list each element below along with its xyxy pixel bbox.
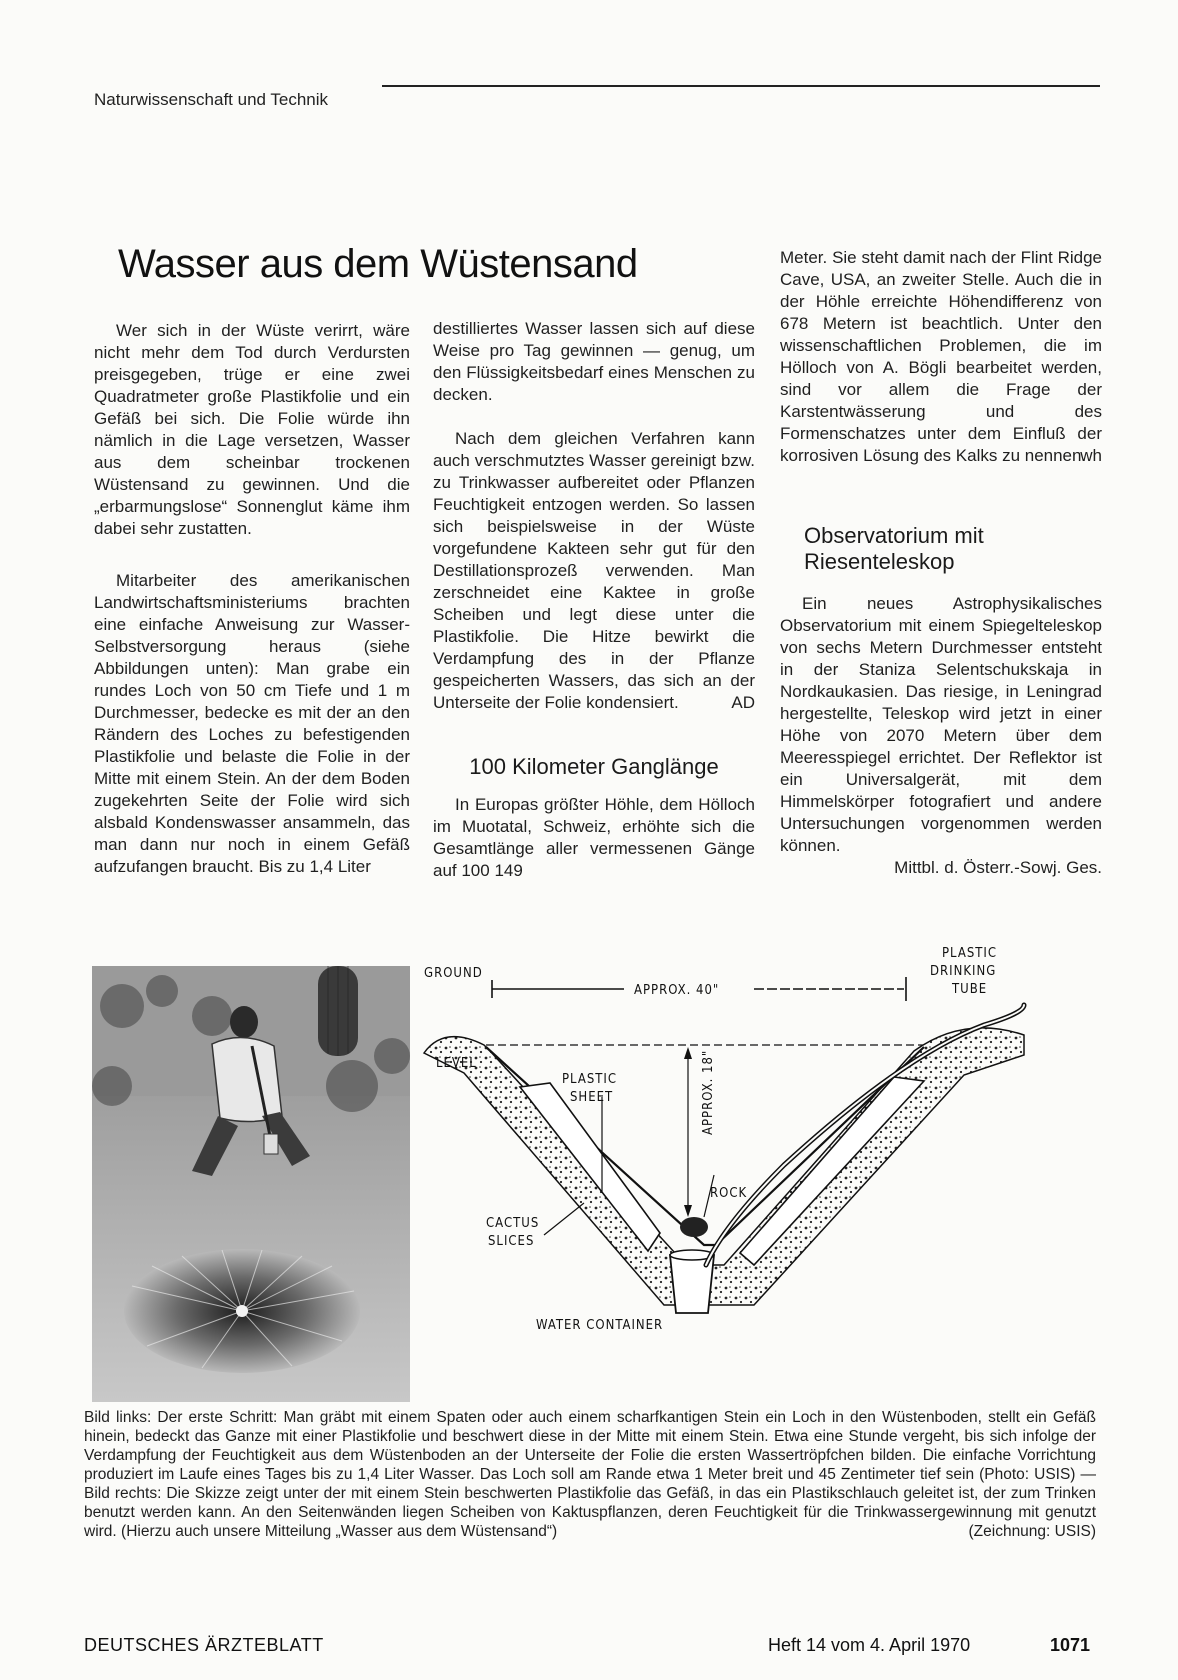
article-title: Wasser aus dem Wüstensand [118,242,638,286]
cactus-label-1: CACTUS [486,1216,540,1231]
soil-walls [424,1028,1024,1305]
header-rule [382,85,1100,87]
caption-credit: (Zeichnung: USIS) [968,1523,1096,1540]
tube-label-3: TUBE [952,982,988,997]
cactus-slice-left [520,1083,660,1251]
rock-label: ROCK [710,1186,748,1201]
column-2 [433,318,755,904]
article3-paragraph-1: Ein neues Astrophysikalisches Observatorium mit einem Spiegelteleskop von sechs Metern Durchmesser entsteht in der Staniza Selentschukskaja in Nordkaukasien. Das riesige, in Leningrad hergestellte, Teleskop wird jetzt in einer Höhe von 2070 Metern über dem Meeresspiegel errichtet. Der Reflektor ist ein Universalgerät, mit dem Himmelskörper fotografiert und andere Untersuchungen vorgenommen werden können. [780,594,1102,855]
desert-photo [92,966,410,1402]
article1-paragraph-3: destilliertes Wasser lassen sich auf diese Weise pro Tag gewinnen — genug, um den Flüssigkeitsbedarf eines Menschen zu decken. [433,319,755,404]
water-container-label: WATER CONTAINER [536,1318,664,1333]
column-3 [780,247,1102,879]
article3-signature: Mittbl. d. Österr.-Sowj. Ges. [894,858,1102,877]
tube-label-1: PLASTIC [942,946,998,961]
level-label: LEVEL [436,1056,477,1071]
cactus-slice-right [740,1077,924,1265]
article1-signature: AD [731,693,755,712]
article3-title: Observatorium mit Riesenteleskop [804,523,984,574]
rock [680,1217,708,1237]
solar-still-diagram [424,946,1102,1405]
cactus-label-2: SLICES [488,1234,535,1249]
section-label: Naturwissenschaft und Technik [94,90,329,109]
article2-paragraph-1: In Europas größter Höhle, dem Hölloch im Muotatal, Schweiz, erhöhte sich die Gesamtlänge aller vermessenen Gänge auf 100 149 [433,795,755,880]
article1-paragraph-1: Wer sich in der Wüste verirrt, wäre nicht mehr dem Tod durch Verdursten preisgegeben, trüge er eine zwei Quadratmeter große Plastikfolie und ein Gefäß bei sich. Die Folie würde ihn nämlich in die Lage versetzen, Wasser aus dem scheinbar trockenen Wüstensand zu gewinnen. Und die „erbarmungslose“ Sonnenglut käme ihm dabei sehr zustatten. [94,321,410,538]
article2-paragraph-2: Meter. Sie steht damit nach der Flint Ridge Cave, USA, an zweiter Stelle. Auch die in der Höhle erreichte Höhendifferenz von 678 Metern ist beachtlich. Unter den wissenschaftlichen Problemen, die im Hölloch von A. Bögli bearbeitet werden, sind vor allem die Frage der Karstentwässerung und des Formenschatzes unter dem Einfluß der korrosiven Lösung des Kalks zu nennen. [780,248,1102,465]
figure-caption [84,1408,1096,1541]
column-1 [94,320,410,900]
depth-label: APPROX. 18" [701,1049,716,1135]
article1-paragraph-4: Nach dem gleichen Verfahren kann auch verschmutztes Wasser gereinigt bzw. zu Trinkwasser aufbereitet oder Pflanzen Feuchtigkeit entzogen werden. So lassen sich beispielsweise in der Wüste vorgefundene Kakteen sehr gut für den Destillationsprozeß verwenden. Man zerschneidet eine Kaktee in große Scheiben und legt diese unter die Plastikfolie. Die Hitze bewirkt die Verdampfung des in der Pflanze gespeicherten Wassers, das sich an der Unterseite der Folie kondensiert. [433,429,755,712]
page-number: 1071 [1050,1635,1091,1655]
article2-signature: wh [1080,446,1102,465]
article1-paragraph-2: Mitarbeiter des amerikanischen Landwirtschaftsministeriums brachten eine einfache Anweisung zur Wasser-Selbstversorgung heraus (siehe Abbildungen unten): Man grabe ein rundes Loch von 50 cm Tiefe und 1 m Durchmesser, bedecke es mit der an den Rändern des Loches zu befestigenden Plastikfolie und belaste die Folie in der Mitte mit einem Stein. An der dem Boden zugekehrten Seite der Folie wird sich alsbald Kondenswasser ansammeln, das man dann nur noch in einem Gefäß aufzufangen braucht. Bis zu 1,4 Liter [94,571,410,876]
tube-label-2: DRINKING [930,964,997,979]
article2-title: 100 Kilometer Ganglänge [469,754,719,779]
plastic-sheet-label-1: PLASTIC [562,1072,618,1087]
footer-issue: Heft 14 vom 4. April 1970 [768,1635,971,1655]
plastic-sheet-label-2: SHEET [570,1090,614,1105]
ground-label: GROUND [424,966,483,981]
width-label: APPROX. 40" [634,983,720,998]
footer-journal: DEUTSCHES ÄRZTEBLATT [84,1635,324,1655]
caption-text: Bild links: Der erste Schritt: Man gräbt mit einem Spaten oder auch einem scharfkantigen Stein ein Loch in den Wüstenboden, stellt ein Gefäß hinein, bedeckt das Ganze mit einer Plastikfolie und beschwert diese in der Mitte mit einem Stein. Etwa eine Stunde vergeht, bis sich infolge der Verdampfung der Feuchtigkeit aus dem Wüstenboden an der Unterseite der Folie die ersten Wassertröpfchen bilden. Die einfache Vorrichtung produziert im Laufe eines Tages bis zu 1,4 Liter Wasser. Das Loch soll am Rande etwa 1 Meter breit und 45 Zentimeter tief sein (Photo: USIS) — Bild rechts: Die Skizze zeigt unter der mit einem Stein beschwerten Plastikfolie das Gefäß, in das ein Plastikschlauch geleitet ist, der zum Trinken benutzt werden kann. An den Seitenwänden liegen Scheiben von Kaktuspflanzen, deren Feuchtigkeit für die Trinkwassergewinnung mit genutzt wird. (Hierzu auch unsere Mitteilung „Wasser aus dem Wüstensand“) [84,1409,1096,1540]
